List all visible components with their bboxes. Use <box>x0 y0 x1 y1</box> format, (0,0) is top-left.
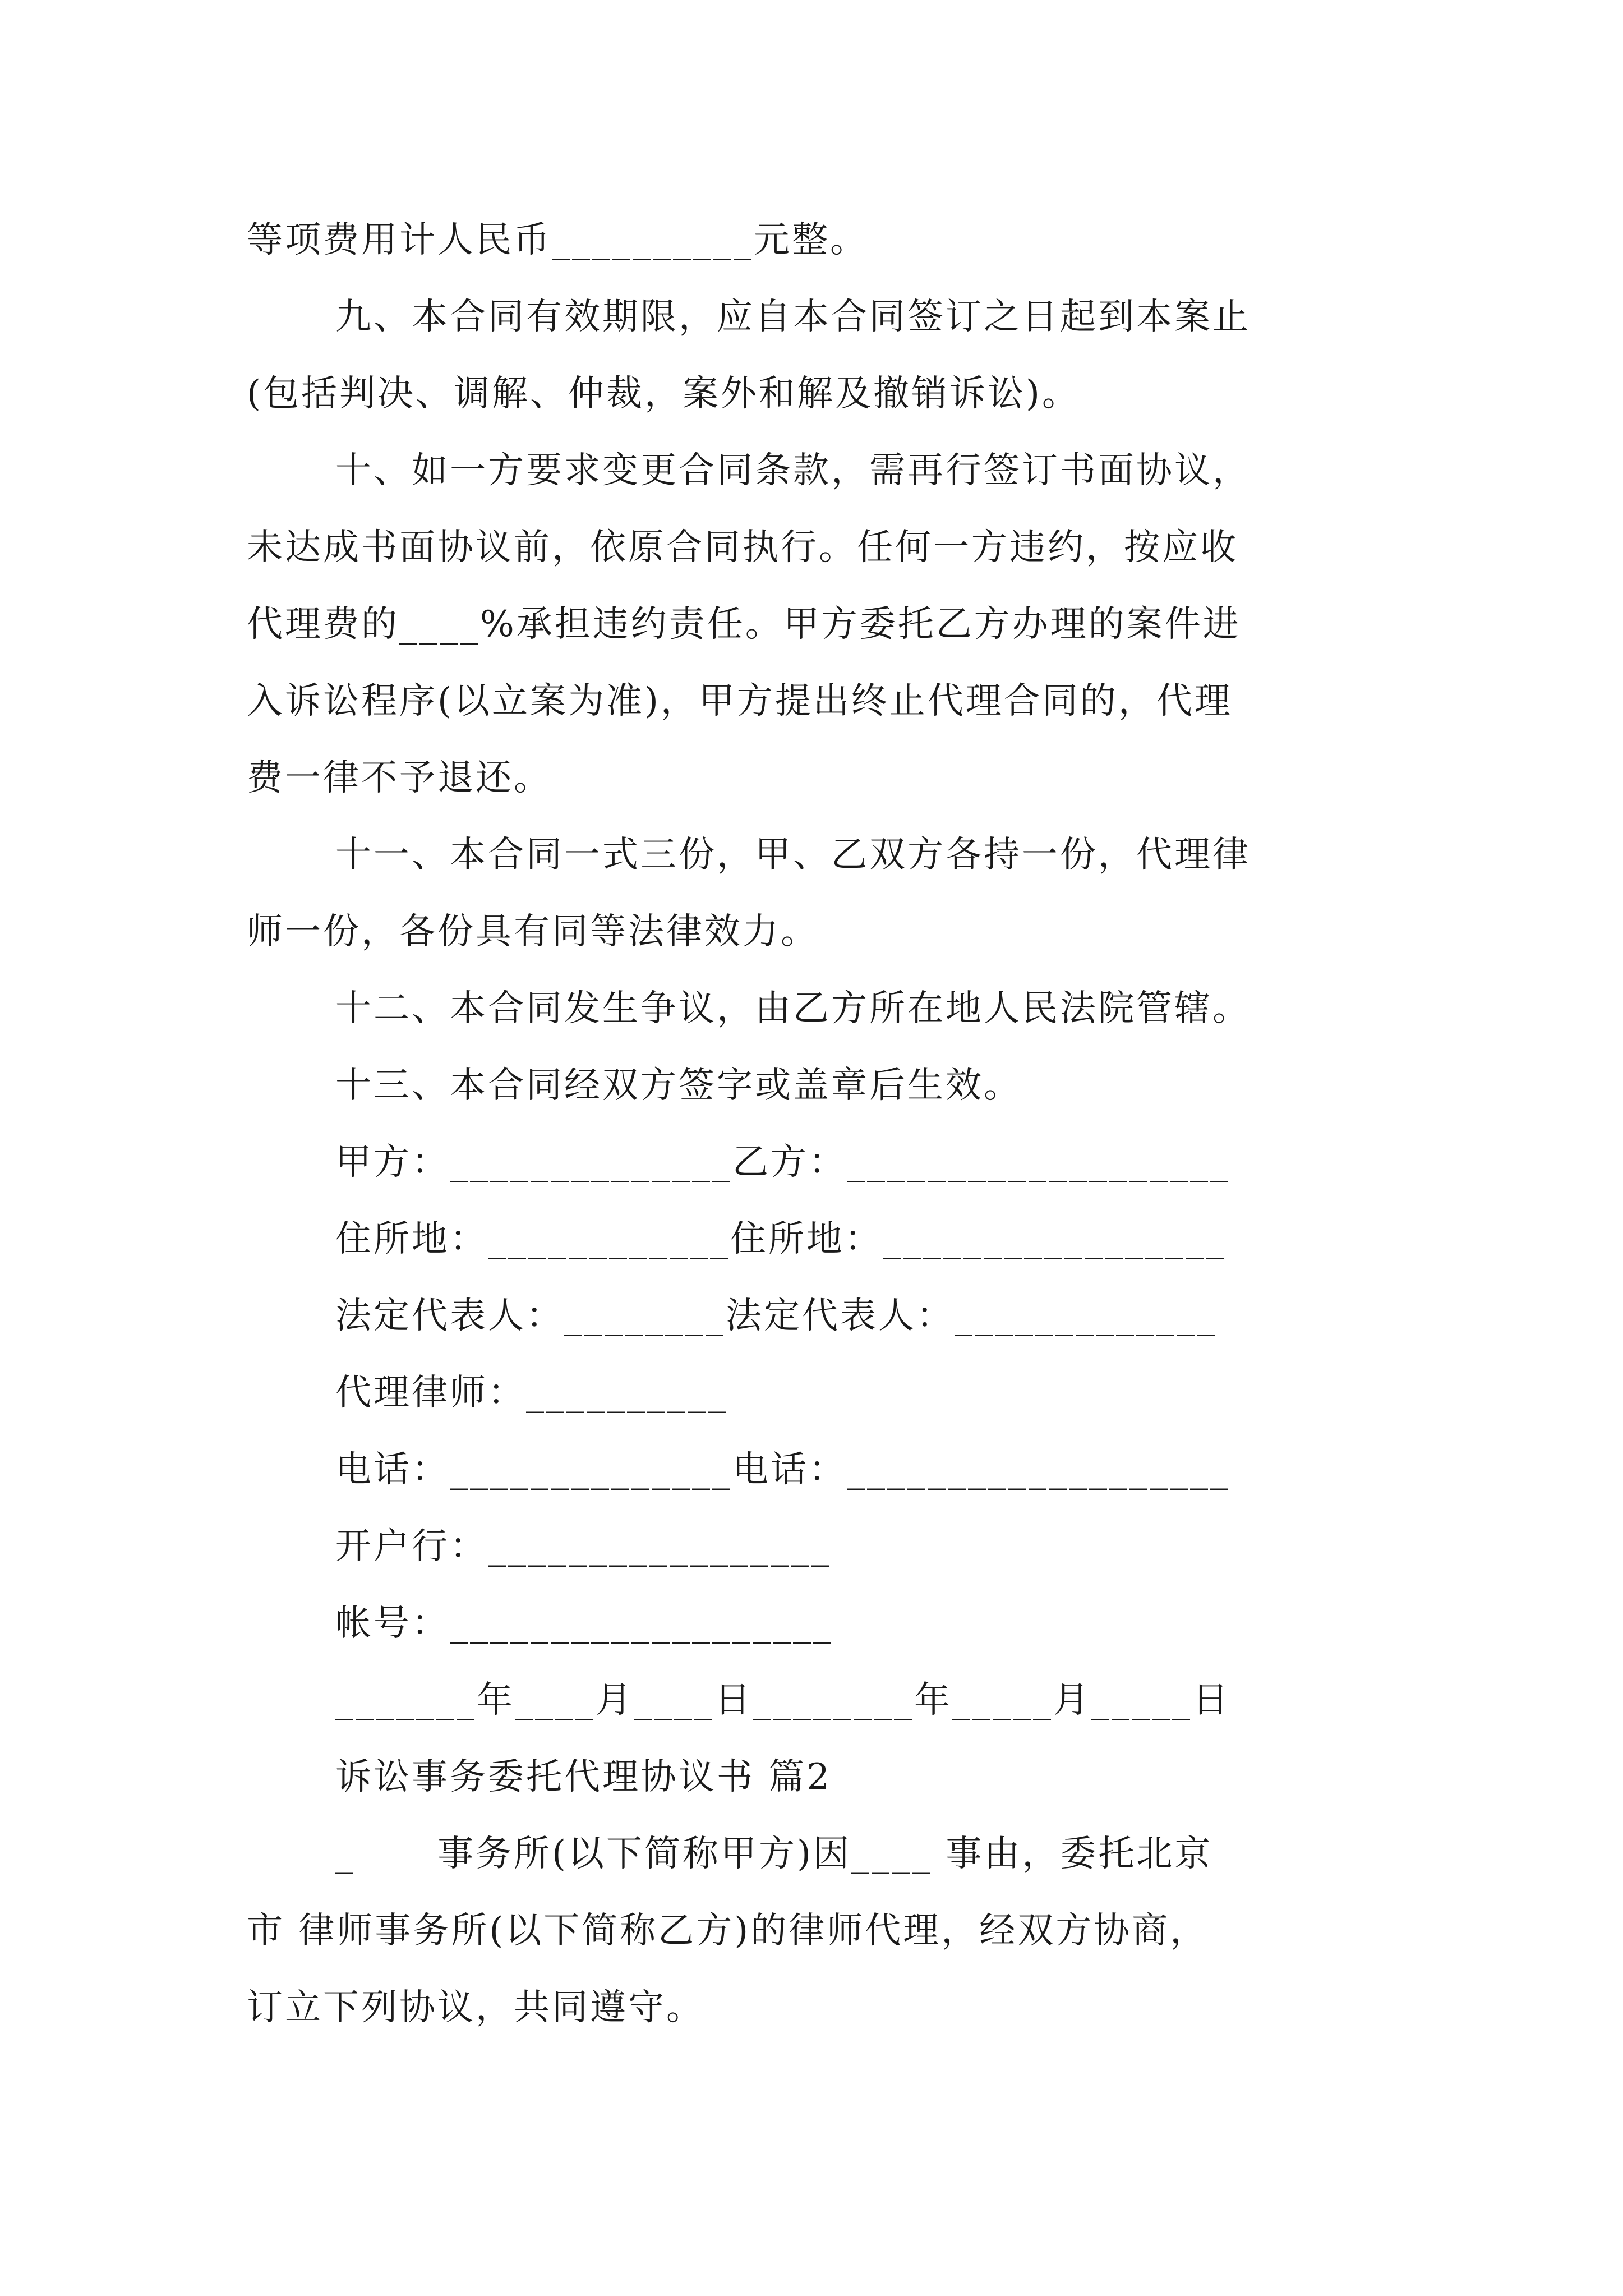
text-line: 入诉讼程序(以立案为准)，甲方提出终止代理合同的，代理 <box>247 680 1233 722</box>
signature-field: 代理律师：__________ <box>335 1372 728 1414</box>
text-line: (包括判决、调解、仲裁，案外和解及撤销诉讼)。 <box>247 373 1080 415</box>
signature-field: 帐号：___________________ <box>335 1603 833 1644</box>
text-line: 十、如一方要求变更合同条款，需再行签订书面协议， <box>335 450 1251 491</box>
signature-field: 开户行：_________________ <box>335 1526 831 1567</box>
date-field: _______年____月____日________年_____月_____日 <box>335 1680 1230 1721</box>
text-line: 订立下列协议，共同遵守。 <box>247 1987 704 2028</box>
text-line: 等项费用计人民币__________元整。 <box>247 219 868 261</box>
signature-field: 电话：______________电话：___________________ <box>335 1449 1230 1490</box>
signature-field: 甲方：______________乙方：___________________ <box>335 1142 1230 1183</box>
section-title: 诉讼事务委托代理协议书 篇2 <box>335 1756 832 1798</box>
text-line: 十二、本合同发生争议，由乙方所在地人民法院管辖。 <box>335 988 1251 1029</box>
text-line: 十一、本合同一式三份，甲、乙双方各持一份，代理律 <box>335 834 1251 876</box>
text-line: 代理费的____%承担违约责任。甲方委托乙方办理的案件进 <box>247 604 1241 645</box>
text-line: 十三、本合同经双方签字或盖章后生效。 <box>335 1065 1022 1106</box>
text-line: _ 事务所(以下简称甲方)因____ 事由，委托北京 <box>335 1833 1213 1875</box>
text-line: 费一律不予退还。 <box>247 757 552 799</box>
signature-field: 住所地：____________住所地：_________________ <box>335 1218 1226 1260</box>
text-line: 市 律师事务所(以下简称乙方)的律师代理，经双方协商， <box>247 1910 1209 1952</box>
text-line: 师一份，各份具有同等法律效力。 <box>247 911 819 953</box>
text-line: 九、本合同有效期限，应自本合同签订之日起到本案止 <box>335 296 1251 338</box>
signature-field: 法定代表人：________法定代表人：_____________ <box>335 1295 1217 1337</box>
text-line: 未达成书面协议前，依原合同执行。任何一方违约，按应收 <box>247 527 1238 568</box>
